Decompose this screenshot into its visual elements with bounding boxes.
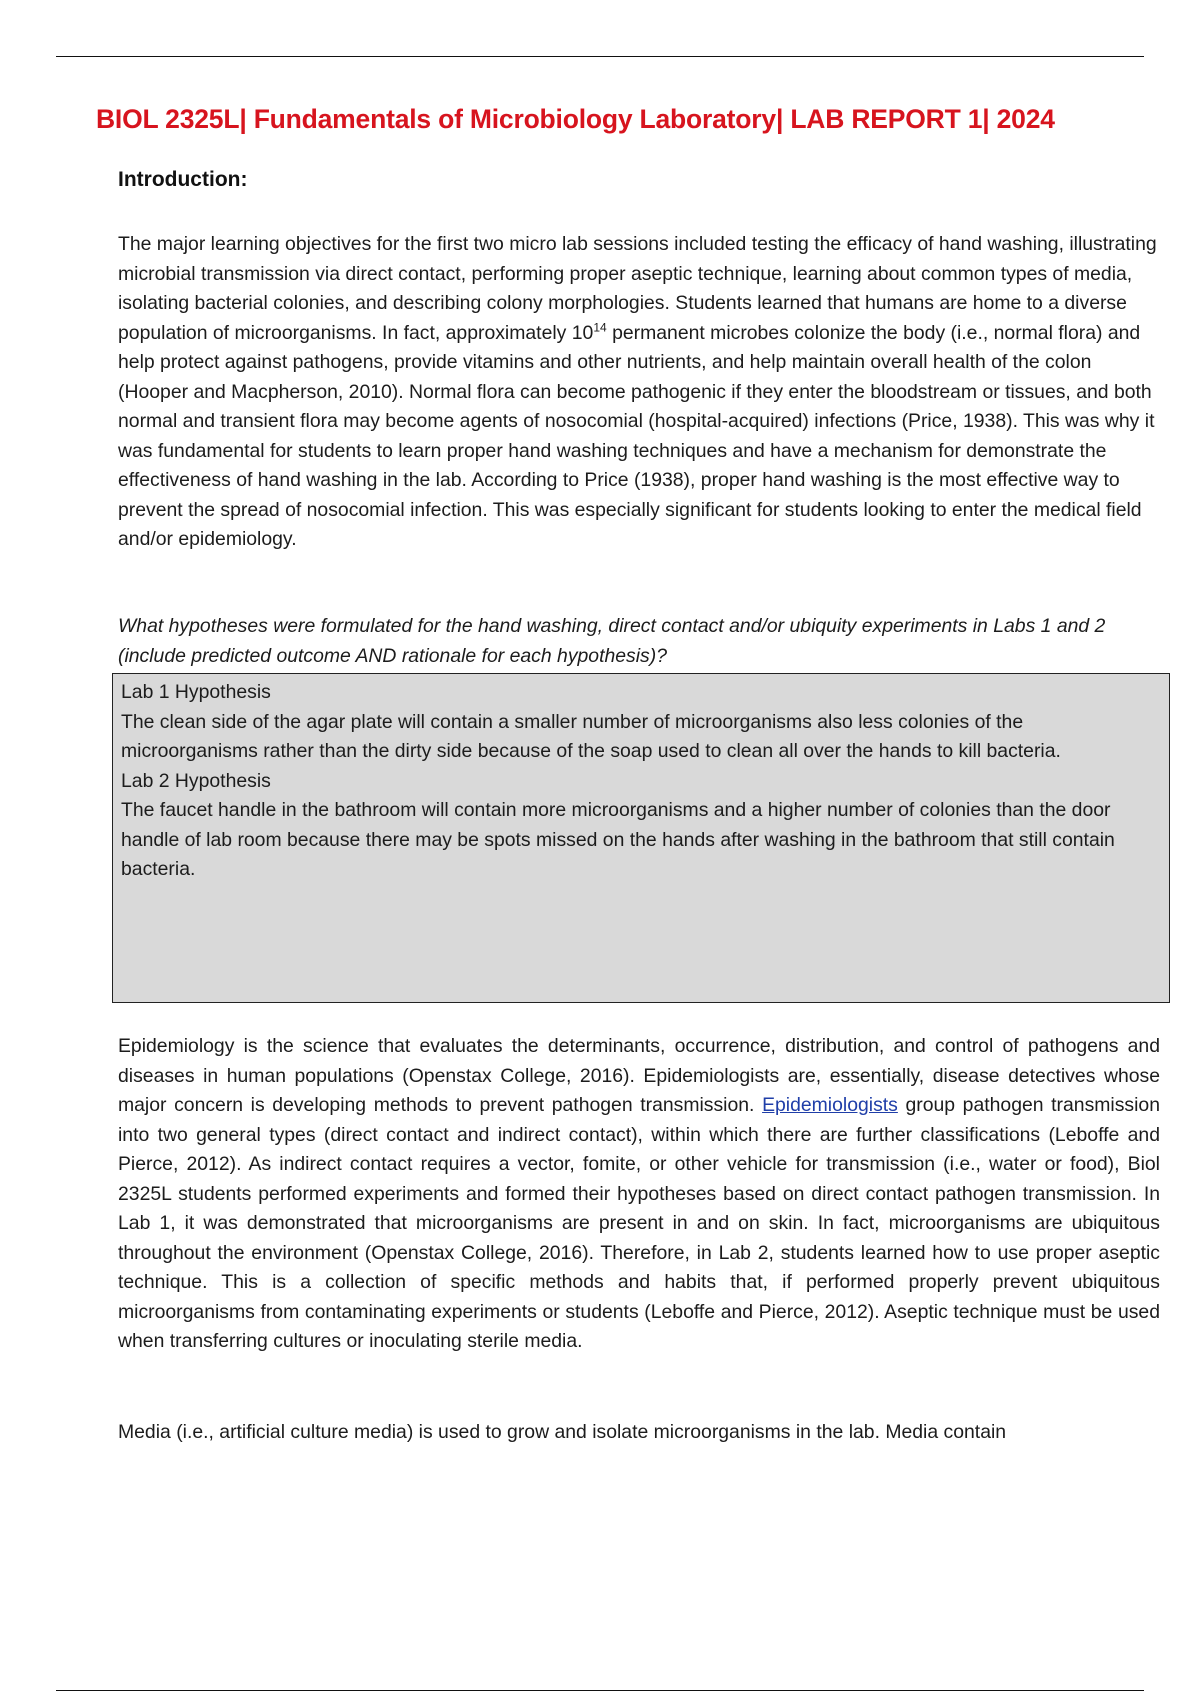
media-paragraph: Media (i.e., artificial culture media) is used to grow and isolate microorganisms in the lab. Media contain xyxy=(118,1421,1007,1443)
epi-text-part1: Epidemiology is the science that evaluates the determinants, occurrence, distribution, and control of pathogens and diseases in human populations (Openstax College, 2016). Epidemiologists are, essentially, disease detectives whose major concern is developing methods to prevent pathogen transmission. xyxy=(118,1035,1160,1116)
introduction-paragraph xyxy=(118,230,1160,555)
introduction-heading: Introduction: xyxy=(118,168,248,191)
document-title: BIOL 2325L| Fundamentals of Microbiology Laboratory| LAB REPORT 1| 2024 xyxy=(96,104,1055,134)
epidemiology-paragraph xyxy=(118,1032,1160,1357)
intro-text-part2: permanent microbes colonize the body (i.e., normal flora) and help protect against pathogens, provide vitamins and other nutrients, and help maintain overall health of the colon (Hooper and Macpherson, 2010). Normal flora can become pathogenic if they enter the bloodstream or tissues, and both normal and transient flora may become agents of nosocomial (hospital-acquired) infections (Price, 1938). This was why it was fundamental for students to learn proper hand washing techniques and have a mechanism for demonstrate the effectiveness of hand washing in the lab. According to Price (1938), proper hand washing is the most effective way to prevent the spread of nosocomial infection. This was especially significant for students looking to enter the medical field and/or epidemiology. xyxy=(118,321,1155,550)
exponent-base: 10 xyxy=(571,321,594,344)
lab1-hypothesis-label: Lab 1 Hypothesis xyxy=(121,681,271,703)
lab1-hypothesis-text: The clean side of the agar plate will contain a smaller number of microorganisms also less colonies of the microorganisms rather than the dirty side because of the soap used to clean all over the hands to kill bacteria. xyxy=(121,710,1061,762)
exponent-value: 14 xyxy=(593,320,607,335)
epidemiologists-link[interactable]: Epidemiologists xyxy=(762,1094,898,1116)
hypothesis-answer-box[interactable] xyxy=(112,673,1170,1003)
lab2-hypothesis-label: Lab 2 Hypothesis xyxy=(121,769,271,792)
bottom-divider xyxy=(56,1690,1144,1691)
top-divider xyxy=(56,56,1144,57)
epi-text-part2: group pathogen transmission into two general types (direct contact and indirect contact), within which there are further classifications (Leboffe and Pierce, 2012). As indirect contact requires a vector, fomite, or other vehicle for transmission (i.e., water or food), Biol 2325L students performed experiments and formed their hypotheses based on direct contact pathogen transmission. In Lab 1, it was demonstrated that microorganisms are present in and on skin. In fact, microorganisms are ubiquitous throughout the environment (Openstax College, 2016). Therefore, in Lab 2, students learned how to use proper aseptic technique. This is a collection of specific methods and habits that, if performed properly prevent ubiquitous microorganisms from contaminating experiments or students (Leboffe and Pierce, 2012). Aseptic technique must be used when transferring cultures or inoculating sterile media. xyxy=(118,1094,1160,1352)
intro-text-part1: The major learning objectives for the first two micro lab sessions included testing the efficacy of hand washing, illustrating microbial transmission via direct contact, performing proper aseptic technique, learning about common types of media, isolating bacterial colonies, and describing colony morphologies. Students learned that humans are home to a diverse population of microorganisms. In fact, approximately xyxy=(118,233,1157,344)
lab2-hypothesis-text: The faucet handle in the bathroom will contain more microorganisms and a higher number of colonies than the door handle of lab room because there may be spots missed on the hands after washing in the bathroom that still contain bacteria. xyxy=(121,799,1115,880)
hypothesis-question: What hypotheses were formulated for the hand washing, direct contact and/or ubiquity experiments in Labs 1 and 2 (include predicted outcome AND rationale for each hypothesis)? xyxy=(118,615,1106,667)
